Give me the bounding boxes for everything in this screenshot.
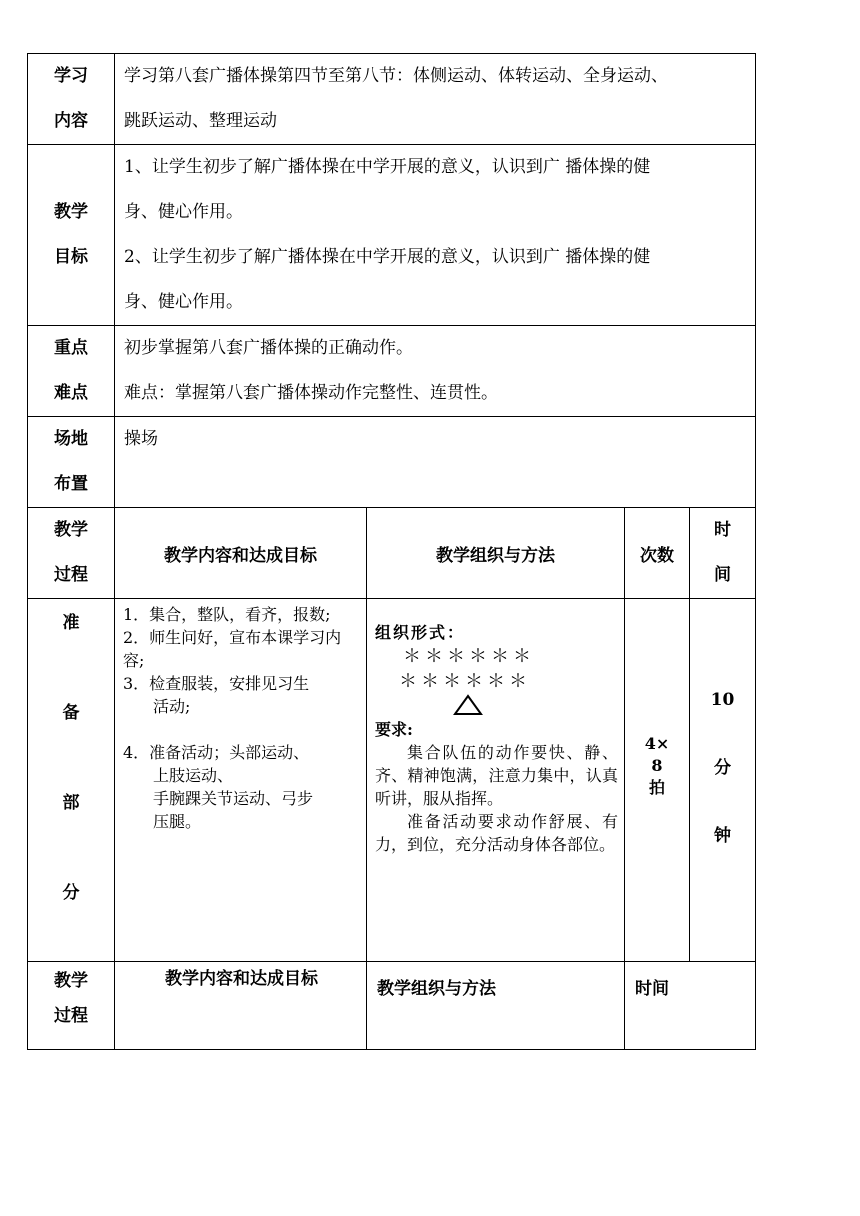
list-item: 压腿。	[153, 812, 202, 831]
label-venue: 场地 布置	[28, 417, 115, 508]
org-form-title: 组织形式：	[375, 623, 466, 642]
header-count: 次数	[625, 508, 690, 599]
list-item: 3．检查服装，安排见习生	[123, 674, 310, 693]
formation-row-1: ＊＊＊＊＊＊	[403, 646, 535, 667]
key-points-text: 初步掌握第八套广播体操的正确动作。 难点：掌握第八套广播体操动作完整性、连贯性。	[115, 326, 756, 417]
formation-row-2: ＊＊＊＊＊＊	[399, 671, 531, 692]
row-learning-content	[28, 54, 756, 145]
footer-org-method: 教学组织与方法	[367, 962, 625, 1050]
row-venue	[28, 417, 756, 508]
preparation-count: 4× 8 拍	[625, 599, 690, 962]
preparation-content	[115, 599, 367, 962]
list-item: 2．师生问好，宣布本课学习内容;	[123, 628, 342, 670]
requirements-title: 要求:	[375, 720, 413, 739]
list-item: 上肢运动、	[153, 766, 234, 785]
header-time: 时 间	[690, 508, 756, 599]
teaching-goals-text: 1、让学生初步了解广播体操在中学开展的意义，认识到广 播体操的健 身、健心作用。 2、让学生初步了解广播体操在中学开展的意义，认识到广 播体操的健 身、健心作用。	[115, 145, 756, 326]
footer-time: 时间	[625, 962, 756, 1050]
header-content-goals: 教学内容和达成目标	[115, 508, 367, 599]
row-process-header	[28, 508, 756, 599]
requirements-text-2: 准备活动要求动作舒展、有力，到位，充分活动身体各部位。	[375, 812, 618, 854]
label-learning-content: 学习 内容	[28, 54, 115, 145]
row-teaching-goals	[28, 145, 756, 326]
label-preparation: 准 备 部 分	[28, 599, 115, 962]
label-teaching-goals: 教学 目标	[28, 145, 115, 326]
row-process-footer	[28, 962, 756, 1050]
lesson-plan-table	[27, 53, 756, 1050]
row-key-points	[28, 326, 756, 417]
list-item: 1．集合，整队，看齐，报数;	[123, 605, 331, 624]
learning-content-text: 学习第八套广播体操第四节至第八节：体侧运动、体转运动、全身运动、 跳跃运动、整理运动	[115, 54, 756, 145]
row-preparation	[28, 599, 756, 962]
preparation-time: 10 分 钟	[690, 599, 756, 962]
preparation-organization	[367, 599, 625, 962]
requirements-text-1: 集合队伍的动作要快、静、齐、精神饱满，注意力集中，认真听讲，服从指挥。	[375, 743, 618, 808]
venue-text: 操场	[115, 417, 756, 508]
header-org-method: 教学组织与方法	[367, 508, 625, 599]
label-process-footer: 教学 过程	[28, 962, 115, 1050]
list-item: 手腕踝关节运动、弓步	[153, 789, 314, 808]
list-item: 4．准备活动；头部运动、	[123, 743, 310, 762]
list-item: 活动;	[153, 697, 191, 716]
label-key-points: 重点 难点	[28, 326, 115, 417]
footer-content-goals: 教学内容和达成目标	[115, 962, 367, 1050]
teacher-triangle-icon	[375, 694, 618, 718]
label-process: 教学 过程	[28, 508, 115, 599]
